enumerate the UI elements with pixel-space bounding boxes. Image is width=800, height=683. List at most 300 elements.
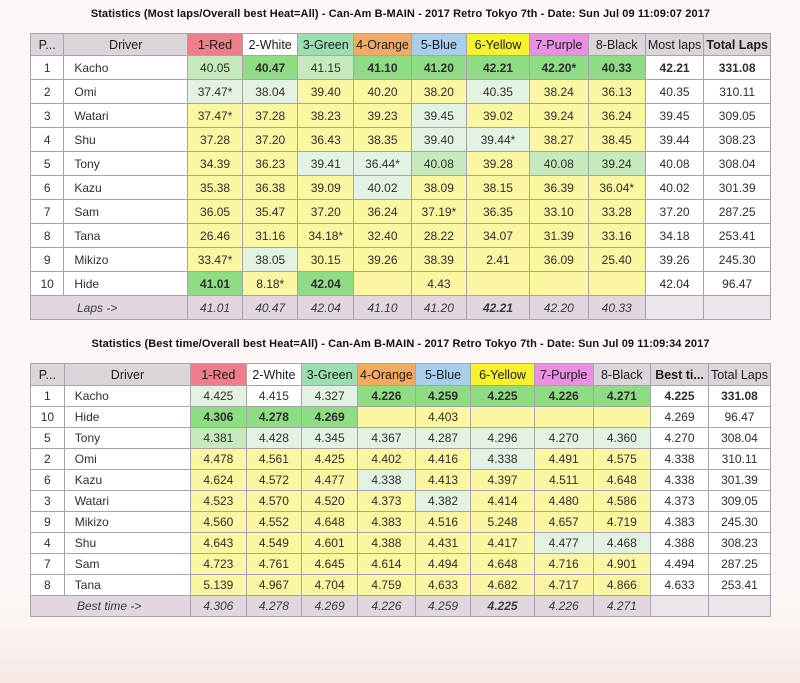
- value-cell: 4.259: [415, 386, 470, 407]
- position-cell: 9: [31, 248, 64, 272]
- value-cell: 4.561: [246, 449, 302, 470]
- position-cell: 5: [31, 428, 65, 449]
- col-header-total-laps[interactable]: Total Laps: [704, 34, 771, 56]
- value-cell: 4.271: [593, 386, 651, 407]
- summary-cell: 4.633: [651, 575, 709, 596]
- value-cell: 40.05: [188, 56, 243, 80]
- value-cell: 40.35: [466, 80, 529, 104]
- driver-name-cell: Tana: [64, 224, 188, 248]
- position-cell: 2: [31, 449, 65, 470]
- summary-cell: 40.35: [645, 80, 704, 104]
- summary-cell: 4.225: [651, 386, 709, 407]
- value-cell: 4.520: [302, 491, 358, 512]
- summary-cell: 4.269: [651, 407, 709, 428]
- summary-cell: 39.26: [645, 248, 704, 272]
- value-cell: 4.478: [191, 449, 246, 470]
- position-cell: 10: [31, 272, 64, 296]
- value-cell: 38.45: [588, 128, 645, 152]
- value-cell: 36.38: [242, 176, 297, 200]
- summary-row-label: Best time ->: [31, 596, 191, 617]
- value-cell: 39.02: [466, 104, 529, 128]
- summary-cell: 331.08: [704, 56, 771, 80]
- value-cell: [530, 272, 589, 296]
- value-cell: 28.22: [411, 224, 466, 248]
- value-cell: 36.44*: [354, 152, 412, 176]
- driver-name-cell: Tony: [64, 428, 190, 449]
- value-cell: 36.23: [242, 152, 297, 176]
- summary-value-cell: 4.278: [246, 596, 302, 617]
- summary-cell: 301.39: [704, 176, 771, 200]
- summary-cell: 37.20: [645, 200, 704, 224]
- driver-row-shu[interactable]: [31, 533, 771, 554]
- position-cell: 1: [31, 56, 64, 80]
- value-cell: 37.47*: [188, 104, 243, 128]
- driver-name-cell: Mikizo: [64, 248, 188, 272]
- value-cell: 4.402: [358, 449, 416, 470]
- value-cell: 40.08: [530, 152, 589, 176]
- value-cell: [354, 272, 412, 296]
- value-cell: 4.287: [415, 428, 470, 449]
- summary-cell: 301.39: [708, 470, 770, 491]
- summary-value-cell: 4.306: [191, 596, 246, 617]
- value-cell: 42.21: [466, 56, 529, 80]
- summary-value-cell: 41.01: [188, 296, 243, 320]
- value-cell: 39.26: [354, 248, 412, 272]
- position-cell: 5: [31, 152, 64, 176]
- value-cell: 4.511: [534, 470, 593, 491]
- value-cell: 36.39: [530, 176, 589, 200]
- driver-name-cell: Kazu: [64, 176, 188, 200]
- summary-value-cell: [651, 596, 709, 617]
- value-cell: 33.28: [588, 200, 645, 224]
- value-cell: 32.40: [354, 224, 412, 248]
- value-cell: 4.367: [358, 428, 416, 449]
- position-cell: 3: [31, 491, 65, 512]
- summary-cell: 42.04: [645, 272, 704, 296]
- summary-value-cell: [708, 596, 770, 617]
- value-cell: 40.47: [242, 56, 297, 80]
- driver-name-cell: Watari: [64, 491, 190, 512]
- summary-cell: 308.04: [704, 152, 771, 176]
- summary-value-cell: 41.20: [411, 296, 466, 320]
- value-cell: 37.47*: [188, 80, 243, 104]
- driver-row-kazu[interactable]: [31, 470, 771, 491]
- summary-cell: 245.30: [708, 512, 770, 533]
- driver-row-tony[interactable]: [31, 428, 771, 449]
- summary-cell: 253.41: [704, 224, 771, 248]
- value-cell: 4.425: [302, 449, 358, 470]
- value-cell: 36.04*: [588, 176, 645, 200]
- driver-row-tana[interactable]: [31, 575, 771, 596]
- driver-row-hide[interactable]: [31, 407, 771, 428]
- value-cell: 4.413: [415, 470, 470, 491]
- summary-cell: 287.25: [708, 554, 770, 575]
- summary-value-cell: 4.226: [534, 596, 593, 617]
- value-cell: 4.648: [593, 470, 651, 491]
- value-cell: 4.716: [534, 554, 593, 575]
- value-cell: 38.27: [530, 128, 589, 152]
- value-cell: 38.15: [466, 176, 529, 200]
- position-cell: 8: [31, 224, 64, 248]
- value-cell: 38.04: [242, 80, 297, 104]
- summary-cell: 309.05: [708, 491, 770, 512]
- value-cell: 5.139: [191, 575, 246, 596]
- driver-name-cell: Shu: [64, 128, 188, 152]
- value-cell: 4.306: [191, 407, 246, 428]
- value-cell: 41.15: [298, 56, 354, 80]
- value-cell: 2.41: [466, 248, 529, 272]
- value-cell: 4.388: [358, 533, 416, 554]
- driver-name-cell: Omi: [64, 80, 188, 104]
- value-cell: 4.338: [471, 449, 535, 470]
- value-cell: 39.23: [354, 104, 412, 128]
- position-cell: 7: [31, 200, 64, 224]
- driver-name-cell: Tony: [64, 152, 188, 176]
- col-header-6-yellow[interactable]: 6-Yellow: [466, 34, 529, 56]
- summary-cell: 4.338: [651, 470, 709, 491]
- driver-name-cell: Kacho: [64, 56, 188, 80]
- value-cell: 4.572: [246, 470, 302, 491]
- summary-cell: 308.23: [704, 128, 771, 152]
- summary-cell: 96.47: [708, 407, 770, 428]
- value-cell: 4.570: [246, 491, 302, 512]
- position-cell: 4: [31, 128, 64, 152]
- report-title-most-laps: Statistics (Most laps/Overall best Heat=All) - Can-Am B-MAIN - 2017 Retro Tokyo 7th - Date: Sun Jul 09 11:09:07 2017: [90, 8, 711, 20]
- summary-cell: 4.338: [651, 449, 709, 470]
- col-header-1-red[interactable]: 1-Red: [188, 34, 243, 56]
- best-time-table: [30, 363, 771, 617]
- value-cell: 4.586: [593, 491, 651, 512]
- value-cell: 4.403: [415, 407, 470, 428]
- summary-cell: 308.04: [708, 428, 770, 449]
- col-header-2-white[interactable]: 2-White: [246, 364, 302, 386]
- value-cell: 4.648: [302, 512, 358, 533]
- value-cell: 4.682: [471, 575, 535, 596]
- value-cell: 33.16: [588, 224, 645, 248]
- summary-value-cell: 42.04: [298, 296, 354, 320]
- value-cell: 4.614: [358, 554, 416, 575]
- value-cell: 4.477: [302, 470, 358, 491]
- summary-cell: 4.388: [651, 533, 709, 554]
- col-header-best-ti[interactable]: Best ti...: [651, 364, 709, 386]
- value-cell: 4.226: [534, 386, 593, 407]
- summary-cell: 39.44: [645, 128, 704, 152]
- value-cell: 4.43: [411, 272, 466, 296]
- value-cell: 4.415: [246, 386, 302, 407]
- summary-cell: 4.383: [651, 512, 709, 533]
- value-cell: [466, 272, 529, 296]
- summary-row: [31, 296, 771, 320]
- value-cell: 39.40: [298, 80, 354, 104]
- col-header-8-black[interactable]: 8-Black: [593, 364, 651, 386]
- value-cell: 36.24: [354, 200, 412, 224]
- value-cell: 4.645: [302, 554, 358, 575]
- driver-row-omi[interactable]: [31, 449, 771, 470]
- position-cell: 9: [31, 512, 65, 533]
- col-header-driver[interactable]: Driver: [64, 364, 190, 386]
- value-cell: [588, 272, 645, 296]
- value-cell: 36.05: [188, 200, 243, 224]
- value-cell: 36.13: [588, 80, 645, 104]
- driver-row-kazu[interactable]: [31, 176, 771, 200]
- value-cell: 39.45: [411, 104, 466, 128]
- position-cell: 10: [31, 407, 65, 428]
- value-cell: 4.494: [415, 554, 470, 575]
- value-cell: 35.38: [188, 176, 243, 200]
- value-cell: 4.523: [191, 491, 246, 512]
- value-cell: 40.02: [354, 176, 412, 200]
- summary-cell: 310.11: [704, 80, 771, 104]
- driver-name-cell: Kacho: [64, 386, 190, 407]
- col-header-6-yellow[interactable]: 6-Yellow: [471, 364, 535, 386]
- value-cell: 4.723: [191, 554, 246, 575]
- value-cell: 8.18*: [242, 272, 297, 296]
- col-header-5-blue[interactable]: 5-Blue: [415, 364, 470, 386]
- value-cell: 39.41: [298, 152, 354, 176]
- value-cell: 4.338: [358, 470, 416, 491]
- summary-row-label: Laps ->: [31, 296, 188, 320]
- summary-value-cell: [704, 296, 771, 320]
- value-cell: 36.43: [298, 128, 354, 152]
- driver-name-cell: Mikizo: [64, 512, 190, 533]
- value-cell: 35.47: [242, 200, 297, 224]
- value-cell: 4.624: [191, 470, 246, 491]
- value-cell: [534, 407, 593, 428]
- driver-name-cell: Hide: [64, 272, 188, 296]
- summary-row: [31, 596, 771, 617]
- value-cell: 41.01: [188, 272, 243, 296]
- driver-row-tana[interactable]: [31, 224, 771, 248]
- value-cell: 4.425: [191, 386, 246, 407]
- summary-value-cell: 4.259: [415, 596, 470, 617]
- summary-cell: 34.18: [645, 224, 704, 248]
- position-cell: 7: [31, 554, 65, 575]
- value-cell: 42.20*: [530, 56, 589, 80]
- driver-name-cell: Shu: [64, 533, 190, 554]
- driver-row-kacho[interactable]: [31, 386, 771, 407]
- value-cell: 4.657: [534, 512, 593, 533]
- summary-cell: 96.47: [704, 272, 771, 296]
- value-cell: 39.28: [466, 152, 529, 176]
- col-header-3-green[interactable]: 3-Green: [298, 34, 354, 56]
- summary-value-cell: 4.225: [471, 596, 535, 617]
- summary-cell: 39.45: [645, 104, 704, 128]
- value-cell: 4.417: [471, 533, 535, 554]
- driver-row-mikizo[interactable]: [31, 512, 771, 533]
- value-cell: 5.248: [471, 512, 535, 533]
- value-cell: 4.345: [302, 428, 358, 449]
- value-cell: 4.648: [471, 554, 535, 575]
- col-header-1-red[interactable]: 1-Red: [191, 364, 246, 386]
- col-header-7-purple[interactable]: 7-Purple: [530, 34, 589, 56]
- value-cell: 4.381: [191, 428, 246, 449]
- summary-value-cell: 41.10: [354, 296, 412, 320]
- summary-value-cell: [645, 296, 704, 320]
- value-cell: 4.516: [415, 512, 470, 533]
- value-cell: 4.269: [302, 407, 358, 428]
- summary-value-cell: 4.269: [302, 596, 358, 617]
- col-header-2-white[interactable]: 2-White: [242, 34, 297, 56]
- value-cell: 4.278: [246, 407, 302, 428]
- value-cell: 36.09: [530, 248, 589, 272]
- value-cell: 36.35: [466, 200, 529, 224]
- col-header-5-blue[interactable]: 5-Blue: [411, 34, 466, 56]
- driver-name-cell: Watari: [64, 104, 188, 128]
- value-cell: 4.866: [593, 575, 651, 596]
- value-cell: 4.552: [246, 512, 302, 533]
- driver-row-sam[interactable]: [31, 200, 771, 224]
- header-row: [31, 364, 771, 386]
- value-cell: 40.08: [411, 152, 466, 176]
- value-cell: 31.39: [530, 224, 589, 248]
- value-cell: 4.575: [593, 449, 651, 470]
- value-cell: 39.44*: [466, 128, 529, 152]
- position-cell: 2: [31, 80, 64, 104]
- col-header-3-green[interactable]: 3-Green: [302, 364, 358, 386]
- value-cell: 4.296: [471, 428, 535, 449]
- value-cell: 4.397: [471, 470, 535, 491]
- driver-row-tony[interactable]: [31, 152, 771, 176]
- driver-name-cell: Tana: [64, 575, 190, 596]
- driver-name-cell: Sam: [64, 554, 190, 575]
- position-cell: 6: [31, 470, 65, 491]
- value-cell: 4.327: [302, 386, 358, 407]
- summary-cell: 331.08: [708, 386, 770, 407]
- value-cell: 4.383: [358, 512, 416, 533]
- col-header-most-laps[interactable]: Most laps: [645, 34, 704, 56]
- driver-row-mikizo[interactable]: [31, 248, 771, 272]
- summary-cell: 310.11: [708, 449, 770, 470]
- value-cell: 37.20: [242, 128, 297, 152]
- driver-row-shu[interactable]: [31, 128, 771, 152]
- value-cell: 37.19*: [411, 200, 466, 224]
- position-cell: 1: [31, 386, 65, 407]
- col-header-8-black[interactable]: 8-Black: [588, 34, 645, 56]
- value-cell: 39.24: [588, 152, 645, 176]
- summary-cell: 308.23: [708, 533, 770, 554]
- driver-name-cell: Sam: [64, 200, 188, 224]
- value-cell: 4.633: [415, 575, 470, 596]
- value-cell: 4.719: [593, 512, 651, 533]
- summary-cell: 42.21: [645, 56, 704, 80]
- value-cell: 38.09: [411, 176, 466, 200]
- value-cell: 4.601: [302, 533, 358, 554]
- summary-value-cell: 4.271: [593, 596, 651, 617]
- value-cell: 4.226: [358, 386, 416, 407]
- value-cell: 30.15: [298, 248, 354, 272]
- value-cell: 4.431: [415, 533, 470, 554]
- driver-row-omi[interactable]: [31, 80, 771, 104]
- value-cell: 38.24: [530, 80, 589, 104]
- summary-value-cell: 42.21: [466, 296, 529, 320]
- value-cell: 4.643: [191, 533, 246, 554]
- summary-cell: 4.494: [651, 554, 709, 575]
- most-laps-table: [30, 33, 771, 320]
- value-cell: 39.40: [411, 128, 466, 152]
- value-cell: 34.18*: [298, 224, 354, 248]
- report-title-best-time: Statistics (Best time/Overall best Heat=All) - Can-Am B-MAIN - 2017 Retro Tokyo 7th - Date: Sun Jul 09 11:09:34 2017: [91, 338, 710, 350]
- value-cell: 33.47*: [188, 248, 243, 272]
- driver-row-sam[interactable]: [31, 554, 771, 575]
- col-header-7-purple[interactable]: 7-Purple: [534, 364, 593, 386]
- value-cell: 4.382: [415, 491, 470, 512]
- value-cell: 41.20: [411, 56, 466, 80]
- summary-cell: 309.05: [704, 104, 771, 128]
- value-cell: 4.416: [415, 449, 470, 470]
- col-header-4-orange[interactable]: 4-Orange: [354, 34, 412, 56]
- summary-cell: 245.30: [704, 248, 771, 272]
- value-cell: 4.414: [471, 491, 535, 512]
- value-cell: 4.549: [246, 533, 302, 554]
- value-cell: 34.07: [466, 224, 529, 248]
- value-cell: 38.05: [242, 248, 297, 272]
- position-cell: 4: [31, 533, 65, 554]
- position-cell: 8: [31, 575, 65, 596]
- value-cell: [471, 407, 535, 428]
- driver-name-cell: Hide: [64, 407, 190, 428]
- value-cell: 40.33: [588, 56, 645, 80]
- value-cell: 4.373: [358, 491, 416, 512]
- value-cell: [358, 407, 416, 428]
- value-cell: 4.560: [191, 512, 246, 533]
- summary-value-cell: 4.226: [358, 596, 416, 617]
- col-header-4-orange[interactable]: 4-Orange: [358, 364, 416, 386]
- driver-row-watari[interactable]: [31, 491, 771, 512]
- value-cell: 34.39: [188, 152, 243, 176]
- col-header-driver[interactable]: Driver: [64, 34, 188, 56]
- value-cell: 25.40: [588, 248, 645, 272]
- summary-value-cell: 40.47: [242, 296, 297, 320]
- col-header-p[interactable]: P...: [31, 364, 65, 386]
- value-cell: 4.468: [593, 533, 651, 554]
- driver-row-hide[interactable]: [31, 272, 771, 296]
- value-cell: 40.20: [354, 80, 412, 104]
- value-cell: 4.491: [534, 449, 593, 470]
- col-header-p[interactable]: P...: [31, 34, 64, 56]
- summary-cell: 253.41: [708, 575, 770, 596]
- summary-value-cell: 40.33: [588, 296, 645, 320]
- value-cell: 38.23: [298, 104, 354, 128]
- summary-cell: 40.08: [645, 152, 704, 176]
- value-cell: 39.09: [298, 176, 354, 200]
- header-row: [31, 34, 771, 56]
- driver-row-kacho[interactable]: [31, 56, 771, 80]
- value-cell: 4.428: [246, 428, 302, 449]
- value-cell: 31.16: [242, 224, 297, 248]
- driver-name-cell: Omi: [64, 449, 190, 470]
- summary-cell: 4.270: [651, 428, 709, 449]
- value-cell: 4.967: [246, 575, 302, 596]
- value-cell: 38.35: [354, 128, 412, 152]
- value-cell: 4.225: [471, 386, 535, 407]
- value-cell: 4.717: [534, 575, 593, 596]
- value-cell: 4.480: [534, 491, 593, 512]
- driver-name-cell: Kazu: [64, 470, 190, 491]
- value-cell: 37.20: [298, 200, 354, 224]
- value-cell: [593, 407, 651, 428]
- position-cell: 3: [31, 104, 64, 128]
- value-cell: 4.759: [358, 575, 416, 596]
- value-cell: 26.46: [188, 224, 243, 248]
- value-cell: 38.20: [411, 80, 466, 104]
- value-cell: 4.761: [246, 554, 302, 575]
- value-cell: 37.28: [242, 104, 297, 128]
- best-time-report: [30, 338, 771, 617]
- summary-cell: 4.373: [651, 491, 709, 512]
- value-cell: 36.24: [588, 104, 645, 128]
- driver-row-watari[interactable]: [31, 104, 771, 128]
- col-header-total-laps[interactable]: Total Laps: [708, 364, 770, 386]
